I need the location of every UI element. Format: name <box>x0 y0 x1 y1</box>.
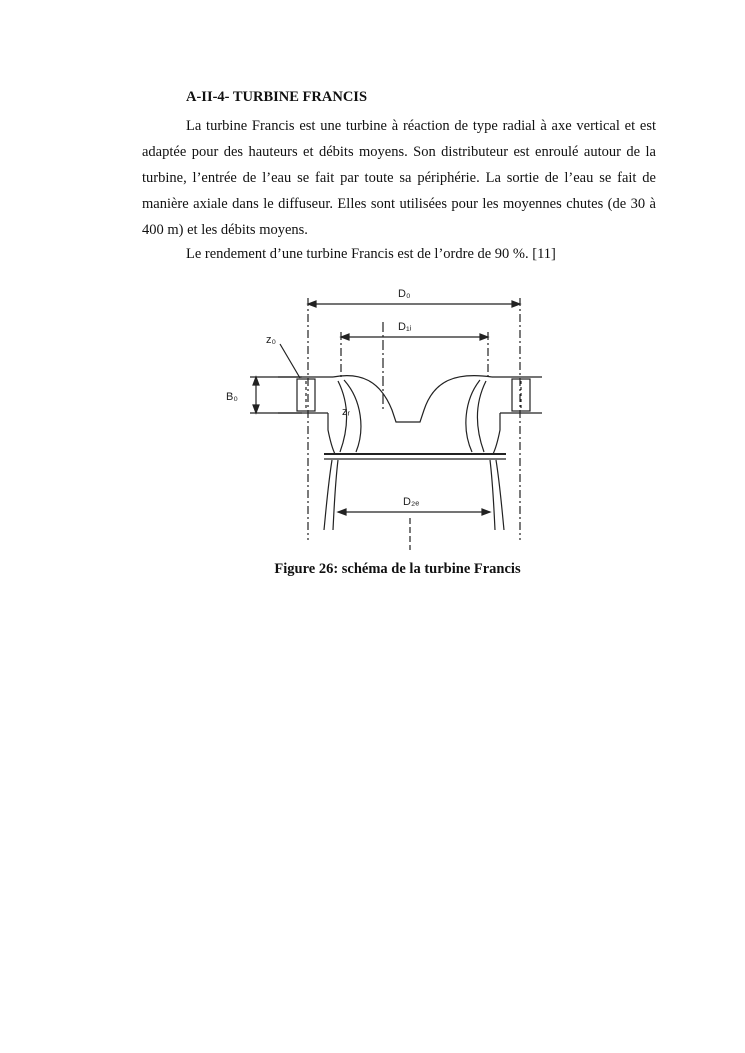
paragraph-efficiency: Le rendement d’une turbine Francis est de l’ordre de 90 %. [11] <box>186 246 556 262</box>
runner-outline <box>333 376 492 422</box>
label-zr: zᵣ <box>342 406 351 418</box>
francis-turbine-diagram <box>220 280 550 555</box>
label-d1i: D₁ᵢ <box>398 321 412 333</box>
paragraph-description: La turbine Francis est une turbine à réaction de type radial à axe vertical et est adaptée pour des hauteurs et débits moyens. Son distributeur est enroulé autour de la turbine, l’entrée de l’eau se fait par toute sa périphérie. La sortie de l’eau se fait de manière axiale dans le diffuseur. Elles sont utilisées pour les moyennes chutes (de 30 à 400 m) et les débits moyens. <box>142 118 656 238</box>
figure-caption: Figure 26: schéma de la turbine Francis <box>274 561 521 577</box>
draft-tube-left <box>324 460 332 530</box>
section-heading: A-II-4- TURBINE FRANCIS <box>186 89 368 105</box>
label-z0: z₀ <box>266 334 277 346</box>
label-d0: D₀ <box>398 288 411 300</box>
label-d2e: D₂ₑ <box>403 496 420 508</box>
z0-leader <box>280 344 300 378</box>
draft-tube-right <box>496 460 504 530</box>
label-b0: B₀ <box>226 391 238 403</box>
right-runner-blade <box>478 381 487 452</box>
